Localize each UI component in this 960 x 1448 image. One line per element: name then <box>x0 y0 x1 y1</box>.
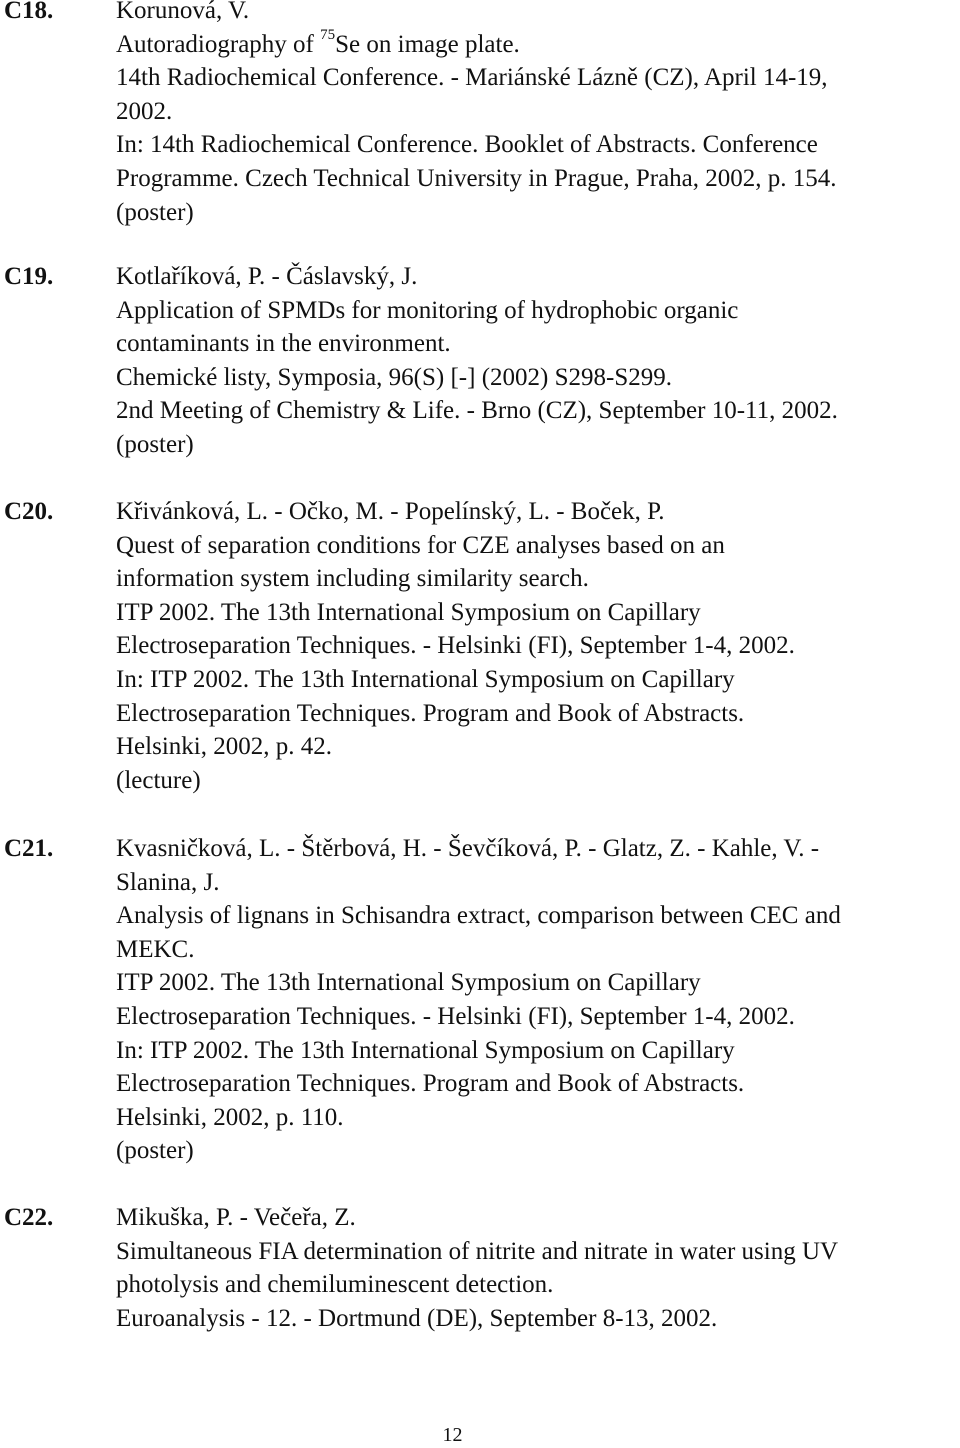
entry-line: Application of SPMDs for monitoring of hydrophobic organic <box>116 296 739 324</box>
entry-line: (poster) <box>116 198 194 226</box>
entry-line: Electroseparation Techniques. - Helsinki (FI), September 1-4, 2002. <box>116 632 795 660</box>
entry-line: Chemické listy, Symposia, 96(S) [-] (2002) S298-S299. <box>116 363 672 391</box>
entry-line: 14th Radiochemical Conference. - Mariánské Lázně (CZ), April 14-19, <box>116 64 828 92</box>
entry-body <box>116 260 958 462</box>
entry-line: Electroseparation Techniques. Program and Book of Abstracts. <box>116 1070 745 1098</box>
entry-line: Quest of separation conditions for CZE analyses based on an <box>116 531 725 559</box>
entry-line: Korunová, V. <box>116 0 250 24</box>
entry-line: Analysis of lignans in Schisandra extract, comparison between CEC and <box>116 902 841 930</box>
entry-code: C18. <box>4 0 54 24</box>
entry-line: Helsinki, 2002, p. 110. <box>116 1103 344 1131</box>
entry-line: Kvasničková, L. - Štěrbová, H. - Ševčíková, P. - Glatz, Z. - Kahle, V. - <box>116 835 820 862</box>
entry-body <box>116 495 958 797</box>
page-number: 12 <box>442 1424 463 1446</box>
entry-line: 2002. <box>116 97 173 125</box>
entry-line: Simultaneous FIA determination of nitrite and nitrate in water using UV <box>116 1237 839 1265</box>
entry-line: 2nd Meeting of Chemistry & Life. - Brno (CZ), September 10-11, 2002. <box>116 397 838 425</box>
entry-line: information system including similarity search. <box>116 565 589 593</box>
entry-line: photolysis and chemiluminescent detection. <box>116 1271 554 1299</box>
entry-line: Slanina, J. <box>116 868 220 896</box>
entry-line: Electroseparation Techniques. - Helsinki (FI), September 1-4, 2002. <box>116 1002 795 1030</box>
entry-line: Autoradiography of $^{75}$Se on image plate. <box>116 27 520 58</box>
entry-line: Programme. Czech Technical University in Prague, Praha, 2002, p. 154. <box>116 164 837 192</box>
entry-line: Kotlaříková, P. - Čáslavský, J. <box>116 263 418 290</box>
entry-line: Electroseparation Techniques. Program and Book of Abstracts. <box>116 699 745 727</box>
entry-line: (lecture) <box>116 766 201 794</box>
entry-line: (poster) <box>116 430 194 458</box>
entry-line: Helsinki, 2002, p. 42. <box>116 733 332 761</box>
entry-line: contaminants in the environment. <box>116 330 451 358</box>
entry-body <box>116 832 958 1168</box>
entry-body <box>116 0 958 229</box>
entry-body <box>116 1201 958 1335</box>
entry-line: In: 14th Radiochemical Conference. Booklet of Abstracts. Conference <box>116 131 818 159</box>
entry-line: Euroanalysis - 12. - Dortmund (DE), September 8-13, 2002. <box>116 1304 718 1332</box>
entry-line: Mikuška, P. - Večeřa, Z. <box>116 1204 356 1231</box>
superscript: 75 <box>320 27 336 44</box>
entry-code: C20. <box>4 498 54 525</box>
entry-line: In: ITP 2002. The 13th International Symposium on Capillary <box>116 665 735 693</box>
entry-line: ITP 2002. The 13th International Symposium on Capillary <box>116 969 701 997</box>
entry-line: Křivánková, L. - Očko, M. - Popelínský, L. - Boček, P. <box>116 498 665 525</box>
entry-code: C19. <box>4 263 54 290</box>
entry-line: MEKC. <box>116 935 195 963</box>
entry-code: C21. <box>4 835 54 862</box>
entry-line: In: ITP 2002. The 13th International Symposium on Capillary <box>116 1036 735 1064</box>
entry-code: C22. <box>4 1204 54 1231</box>
entry-line: (poster) <box>116 1137 194 1165</box>
entry-line: ITP 2002. The 13th International Symposium on Capillary <box>116 598 701 626</box>
